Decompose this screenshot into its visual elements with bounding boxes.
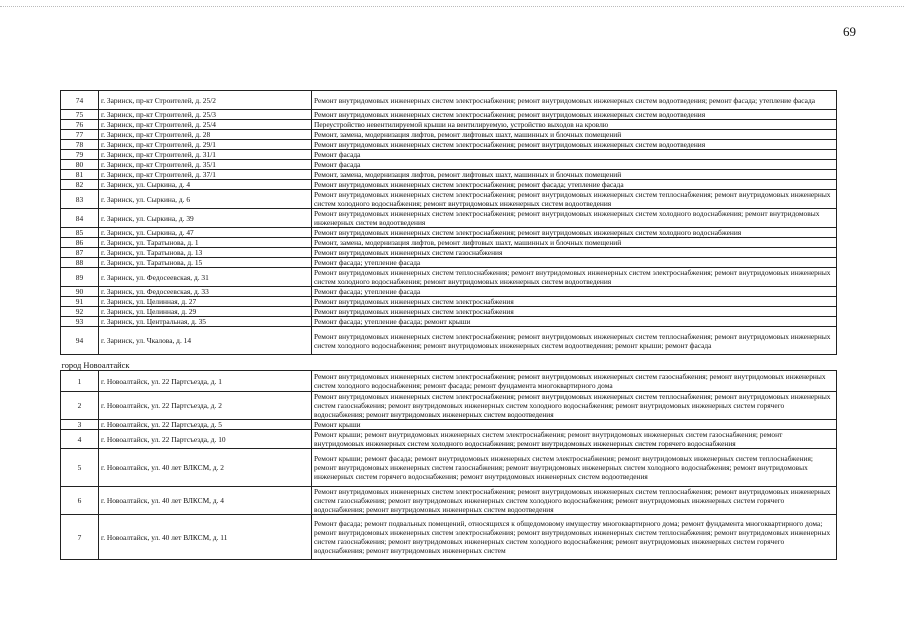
row-works: Ремонт внутридомовых инженерных систем электроснабжения bbox=[312, 297, 837, 307]
row-works: Ремонт крыши; ремонт фасада; ремонт внутридомовых инженерных систем электроснабжения; ремонт внутридомовых инженерных систем теплоснабжения; ремонт внутридомовых инженерных систем газоснабжения; ремонт внутридомовых инженерных систем холодного водоснабжения; ремонт внутридомовых инженерных систем горячего водоснабжения; ремонт внутридомовых инженерных систем водоотведения bbox=[312, 449, 837, 487]
page-number: 69 bbox=[843, 24, 856, 39]
table-row bbox=[61, 449, 837, 487]
table-row bbox=[61, 430, 837, 449]
row-address: г. Заринск, ул. Федосеевская, д. 33 bbox=[99, 287, 312, 297]
row-address: г. Заринск, ул. Центральная, д. 35 bbox=[99, 317, 312, 327]
row-address: г. Заринск, ул. Целинная, д. 27 bbox=[99, 297, 312, 307]
row-number: 79 bbox=[61, 150, 99, 160]
table-row bbox=[61, 268, 837, 287]
row-works: Ремонт внутридомовых инженерных систем электроснабжения; ремонт внутридомовых инженерных систем водоотведения bbox=[312, 140, 837, 150]
row-number: 2 bbox=[61, 392, 99, 420]
row-number: 83 bbox=[61, 190, 99, 209]
row-number: 91 bbox=[61, 297, 99, 307]
row-address: г. Новоалтайск, ул. 40 лет ВЛКСМ, д. 11 bbox=[99, 515, 312, 560]
row-works: Ремонт, замена, модернизация лифтов, ремонт лифтовых шахт, машинных и блочных помещений bbox=[312, 170, 837, 180]
table-row bbox=[61, 209, 837, 228]
row-address: г. Заринск, ул. Сыркина, д. 6 bbox=[99, 190, 312, 209]
section-row bbox=[61, 355, 837, 371]
row-address: г. Новоалтайск, ул. 40 лет ВЛКСМ, д. 2 bbox=[99, 449, 312, 487]
table-row bbox=[61, 392, 837, 420]
row-address: г. Новоалтайск, ул. 40 лет ВЛКСМ, д. 4 bbox=[99, 487, 312, 515]
row-address: г. Заринск, ул. Таратынова, д. 13 bbox=[99, 248, 312, 258]
row-address: г. Заринск, ул. Сыркина, д. 47 bbox=[99, 228, 312, 238]
row-works: Ремонт внутридомовых инженерных систем электроснабжения; ремонт внутридомовых инженерных систем холодного водоснабжения bbox=[312, 228, 837, 238]
row-number: 75 bbox=[61, 110, 99, 120]
row-address: г. Заринск, ул. Целинная, д. 29 bbox=[99, 307, 312, 317]
row-works: Ремонт внутридомовых инженерных систем электроснабжения; ремонт внутридомовых инженерных систем теплоснабжения; ремонт внутридомовых инженерных систем газоснабжения; ремонт внутридомовых инженерных систем холодного водоснабжения; ремонт внутридомовых инженерных систем горячего водоснабжения; ремонт внутридомовых инженерных систем водоотведения bbox=[312, 392, 837, 420]
table-row bbox=[61, 170, 837, 180]
table-row bbox=[61, 327, 837, 355]
table-row bbox=[61, 258, 837, 268]
row-number: 89 bbox=[61, 268, 99, 287]
table-row bbox=[61, 91, 837, 110]
row-works: Ремонт внутридомовых инженерных систем электроснабжения; ремонт внутридомовых инженерных систем водоотведения; ремонт фасада; утепление фасада bbox=[312, 91, 837, 110]
row-address: г. Новоалтайск, ул. 22 Партсъезда, д. 5 bbox=[99, 420, 312, 430]
table-row bbox=[61, 297, 837, 307]
row-number: 7 bbox=[61, 515, 99, 560]
row-address: г. Заринск, пр-кт Строителей, д. 25/2 bbox=[99, 91, 312, 110]
row-address: г. Заринск, ул. Сыркина, д. 39 bbox=[99, 209, 312, 228]
row-works: Ремонт, замена, модернизация лифтов, ремонт лифтовых шахт, машинных и блочных помещений bbox=[312, 238, 837, 248]
row-number: 85 bbox=[61, 228, 99, 238]
table-row bbox=[61, 487, 837, 515]
table-row bbox=[61, 238, 837, 248]
row-works: Ремонт внутридомовых инженерных систем электроснабжения; ремонт внутридомовых инженерных систем теплоснабжения; ремонт внутридомовых инженерных систем холодного водоснабжения; ремонт внутридомовых инженерных систем водоотведения bbox=[312, 190, 837, 209]
row-works: Ремонт крыши bbox=[312, 420, 837, 430]
row-address: г. Новоалтайск, ул. 22 Партсъезда, д. 10 bbox=[99, 430, 312, 449]
row-number: 93 bbox=[61, 317, 99, 327]
row-number: 76 bbox=[61, 120, 99, 130]
row-address: г. Заринск, ул. Сыркина, д. 4 bbox=[99, 180, 312, 190]
row-works: Ремонт внутридомовых инженерных систем электроснабжения; ремонт внутридомовых инженерных систем теплоснабжения; ремонт внутридомовых инженерных систем газоснабжения; ремонт внутридомовых инженерных систем холодного водоснабжения; ремонт внутридомовых инженерных систем горячего водоснабжения; ремонт внутридомовых инженерных систем водоотведения bbox=[312, 487, 837, 515]
section-title-novoaltaysk: город Новоалтайск bbox=[61, 355, 837, 371]
row-number: 90 bbox=[61, 287, 99, 297]
row-works: Ремонт фасада; утепление фасада bbox=[312, 287, 837, 297]
table-row bbox=[61, 420, 837, 430]
row-address: г. Заринск, пр-кт Строителей, д. 35/1 bbox=[99, 160, 312, 170]
novoaltaysk-rows bbox=[61, 371, 837, 560]
row-address: г. Заринск, пр-кт Строителей, д. 28 bbox=[99, 130, 312, 140]
row-works: Ремонт крыши; ремонт внутридомовых инженерных систем электроснабжения; ремонт внутридомовых инженерных систем газоснабжения; ремонт внутридомовых инженерных систем холодного водоснабжения; ремонт внутридомовых инженерных систем горячего водоснабжения bbox=[312, 430, 837, 449]
row-works: Ремонт внутридомовых инженерных систем электроснабжения; ремонт внутридомовых инженерных систем холодного водоснабжения; ремонт внутридомовых инженерных систем водоотведения bbox=[312, 209, 837, 228]
row-works: Ремонт фасада; утепление фасада bbox=[312, 258, 837, 268]
row-address: г. Заринск, ул. Федосеевская, д. 31 bbox=[99, 268, 312, 287]
row-number: 86 bbox=[61, 238, 99, 248]
table-row bbox=[61, 190, 837, 209]
row-works: Ремонт внутридомовых инженерных систем теплоснабжения; ремонт внутридомовых инженерных систем электроснабжения; ремонт внутридомовых инженерных систем холодного водоснабжения; ремонт внутридомовых инженерных систем водоотведения bbox=[312, 268, 837, 287]
row-number: 74 bbox=[61, 91, 99, 110]
row-address: г. Заринск, ул. Таратынова, д. 15 bbox=[99, 258, 312, 268]
table-row bbox=[61, 515, 837, 560]
row-number: 88 bbox=[61, 258, 99, 268]
row-works: Ремонт внутридомовых инженерных систем электроснабжения bbox=[312, 307, 837, 317]
row-number: 3 bbox=[61, 420, 99, 430]
row-address: г. Заринск, пр-кт Строителей, д. 31/1 bbox=[99, 150, 312, 160]
table-row bbox=[61, 130, 837, 140]
row-works: Ремонт внутридомовых инженерных систем электроснабжения; ремонт внутридомовых инженерных систем водоотведения bbox=[312, 110, 837, 120]
row-number: 94 bbox=[61, 327, 99, 355]
scan-top-edge bbox=[0, 6, 904, 7]
row-address: г. Новоалтайск, ул. 22 Партсъезда, д. 2 bbox=[99, 392, 312, 420]
row-works: Ремонт внутридомовых инженерных систем электроснабжения; ремонт фасада; утепление фасада bbox=[312, 180, 837, 190]
row-works: Ремонт внутридомовых инженерных систем газоснабжения bbox=[312, 248, 837, 258]
row-works: Ремонт внутридомовых инженерных систем электроснабжения; ремонт внутридомовых инженерных систем теплоснабжения; ремонт внутридомовых инженерных систем холодного водоснабжения; ремонт внутридомовых инженерных систем водоотведения; ремонт крыши; ремонт фасада bbox=[312, 327, 837, 355]
row-address: г. Заринск, пр-кт Строителей, д. 25/4 bbox=[99, 120, 312, 130]
row-address: г. Новоалтайск, ул. 22 Партсъезда, д. 1 bbox=[99, 371, 312, 392]
row-works: Ремонт фасада; утепление фасада; ремонт крыши bbox=[312, 317, 837, 327]
table-row bbox=[61, 317, 837, 327]
table-row bbox=[61, 248, 837, 258]
row-works: Ремонт, замена, модернизация лифтов, ремонт лифтовых шахт, машинных и блочных помещений bbox=[312, 130, 837, 140]
row-number: 80 bbox=[61, 160, 99, 170]
table-row bbox=[61, 307, 837, 317]
row-works: Ремонт внутридомовых инженерных систем электроснабжения; ремонт внутридомовых инженерных систем газоснабжения; ремонт внутридомовых инженерных систем холодного водоснабжения; ремонт фасада; ремонт фундамента многоквартирного дома bbox=[312, 371, 837, 392]
table-row bbox=[61, 180, 837, 190]
table-row bbox=[61, 160, 837, 170]
row-number: 1 bbox=[61, 371, 99, 392]
row-number: 81 bbox=[61, 170, 99, 180]
row-works: Переустройство невентилируемой крыши на вентилируемую, устройство выходов на кровлю bbox=[312, 120, 837, 130]
table-row bbox=[61, 120, 837, 130]
row-address: г. Заринск, ул. Чкалова, д. 14 bbox=[99, 327, 312, 355]
table-row bbox=[61, 150, 837, 160]
row-number: 84 bbox=[61, 209, 99, 228]
table-row bbox=[61, 287, 837, 297]
table-row bbox=[61, 140, 837, 150]
row-works: Ремонт фасада bbox=[312, 150, 837, 160]
section-header-group bbox=[61, 355, 837, 371]
row-number: 6 bbox=[61, 487, 99, 515]
row-number: 82 bbox=[61, 180, 99, 190]
row-address: г. Заринск, пр-кт Строителей, д. 25/3 bbox=[99, 110, 312, 120]
table-row bbox=[61, 228, 837, 238]
row-number: 77 bbox=[61, 130, 99, 140]
row-number: 87 bbox=[61, 248, 99, 258]
row-works: Ремонт фасада; ремонт подвальных помещений, относящихся к общедомовому имуществу многоквартирного дома; ремонт фундамента многоквартирного дома; ремонт внутридомовых инженерных систем электроснабжения; ремонт внутридомовых инженерных систем теплоснабжения; ремонт внутридомовых инженерных систем газоснабжения; ремонт внутридомовых инженерных систем холодного водоснабжения; ремонт внутридомовых инженерных систем горячего водоснабжения; ремонт внутридомовых инженерных систем bbox=[312, 515, 837, 560]
row-address: г. Заринск, ул. Таратынова, д. 1 bbox=[99, 238, 312, 248]
table-row bbox=[61, 110, 837, 120]
table-row bbox=[61, 371, 837, 392]
row-number: 4 bbox=[61, 430, 99, 449]
row-number: 5 bbox=[61, 449, 99, 487]
zarinsk-rows bbox=[61, 91, 837, 355]
row-number: 78 bbox=[61, 140, 99, 150]
repair-registry-table bbox=[60, 90, 837, 560]
row-address: г. Заринск, пр-кт Строителей, д. 29/1 bbox=[99, 140, 312, 150]
row-address: г. Заринск, пр-кт Строителей, д. 37/1 bbox=[99, 170, 312, 180]
row-number: 92 bbox=[61, 307, 99, 317]
row-works: Ремонт фасада bbox=[312, 160, 837, 170]
